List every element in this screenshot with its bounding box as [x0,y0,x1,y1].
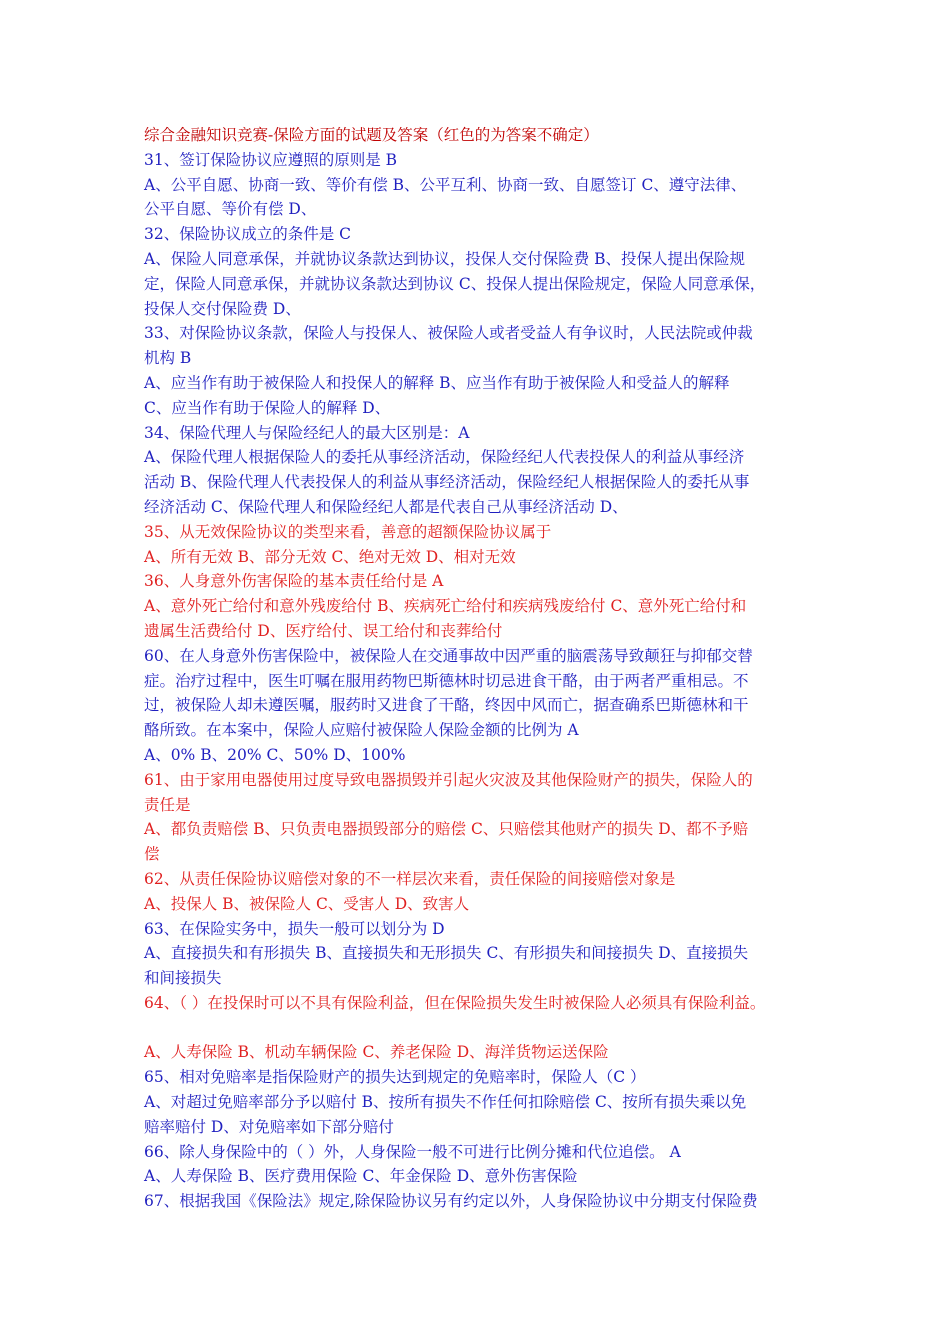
text-line: A、都负责赔偿 B、只负责电器损毁部分的赔偿 C、只赔偿其他财产的损失 D、都不予赔 [144,820,749,839]
text-line: A、保险代理人根据保险人的委托从事经济活动，保险经纪人代表投保人的利益从事经济 [144,448,745,467]
text-line: A、人寿保险 B、机动车辆保险 C、养老保险 D、海洋货物运送保险 [144,1043,609,1062]
text-line: A、对超过免赔率部分予以赔付 B、按所有损失不作任何扣除赔偿 C、按所有损失乘以免 [144,1093,747,1112]
text-line: 定，保险人同意承保，并就协议条款达到协议 C、投保人提出保险规定，保险人同意承保， [144,274,766,293]
text-line: 66、除人身保险中的（ ）外，人身保险一般不可进行比例分摊和代位追偿。 A [144,1142,681,1161]
text-line: A、应当作有助于被保险人和投保人的解释 B、应当作有助于被保险人和受益人的解释 [144,373,730,392]
text-line: 和间接损失 [144,969,222,988]
text-line: 赔率赔付 D、对免赔率如下部分赔付 [144,1117,394,1136]
text-line: A、投保人 B、被保险人 C、受害人 D、致害人 [144,894,470,913]
text-line: 63、在保险实务中，损失一般可以划分为 D [144,919,445,938]
question-lines [144,148,820,1214]
text-line: 投保人交付保险费 D、 [144,299,301,318]
text-line: 31、签订保险协议应遵照的原则是 B [144,150,398,169]
text-line: 60、在人身意外伤害保险中，被保险人在交通事故中因严重的脑震荡导致颠狂与抑郁交替 [144,646,753,665]
text-line: 症。治疗过程中，医生叮嘱在服用药物巴斯德林时切忌进食干酪，由于两者严重相忌。不 [144,671,749,690]
text-line: 遗属生活费给付 D、医疗给付、误工给付和丧葬给付 [144,621,503,640]
text-line: 责任是 [144,795,191,814]
text-line: 61、由于家用电器使用过度导致电器损毁并引起火灾波及其他保险财产的损失，保险人的 [144,770,753,789]
text-line: A、直接损失和有形损失 B、直接损失和无形损失 C、有形损失和间接损失 D、直接损失 [144,944,749,963]
text-line: 65、相对免赔率是指保险财产的损失达到规定的免赔率时，保险人（C ） [144,1068,646,1087]
blank-line [144,1016,820,1041]
text-line: A、保险人同意承保，并就协议条款达到协议，投保人交付保险费 B、投保人提出保险规 [144,249,746,268]
text-line: C、应当作有助于保险人的解释 D、 [144,398,391,417]
text-line: A、所有无效 B、部分无效 C、绝对无效 D、相对无效 [144,547,516,566]
text-line: 64、（ ）在投保时可以不具有保险利益，但在保险损失发生时被保险人必须具有保险利益。 [144,993,766,1012]
text-line: 36、人身意外伤害保险的基本责任给付是 A [144,572,444,591]
document-body [144,123,820,1214]
text-line: 活动 B、保险代理人代表投保人的利益从事经济活动，保险经纪人根据保险人的委托从事 [144,473,750,492]
text-line: 62、从责任保险协议赔偿对象的不一样层次来看，责任保险的间接赔偿对象是 [144,869,676,888]
text-line: 酪所致。在本案中，保险人应赔付被保险人保险金额的比例为 A [144,721,579,740]
text-line: 35、从无效保险协议的类型来看，善意的超额保险协议属于 [144,522,552,541]
text-line: 过，被保险人却未遵医嘱，服药时又进食了干酪，终因中风而亡，据查确系巴斯德林和干 [144,696,749,715]
text-line: A、人寿保险 B、医疗费用保险 C、年金保险 D、意外伤害保险 [144,1167,578,1186]
document-title: 综合金融知识竞赛-保险方面的试题及答案（红色的为答案不确定） [144,126,599,144]
text-line: 33、对保险协议条款，保险人与投保人、被保险人或者受益人有争议时，人民法院或仲裁 [144,324,753,343]
text-line: 34、保险代理人与保险经纪人的最大区别是：A [144,423,470,442]
text-line: 公平自愿、等价有偿 D、 [144,200,317,219]
text-line: 机构 B [144,349,192,368]
text-line: 经济活动 C、保险代理人和保险经纪人都是代表自己从事经济活动 D、 [144,497,628,516]
text-line: A、意外死亡给付和意外残废给付 B、疾病死亡给付和疾病残废给付 C、意外死亡给付和 [144,597,747,616]
text-line: A、公平自愿、协商一致、等价有偿 B、公平互利、协商一致、自愿签订 C、遵守法律、 [144,175,747,194]
text-line: 32、保险协议成立的条件是 C [144,225,352,244]
text-line: A、0% B、20% C、50% D、100% [144,745,406,764]
text-line: 偿 [144,845,160,864]
text-line: 67、根据我国《保险法》规定,除保险协议另有约定以外，人身保险协议中分期支付保险费 [144,1192,758,1211]
